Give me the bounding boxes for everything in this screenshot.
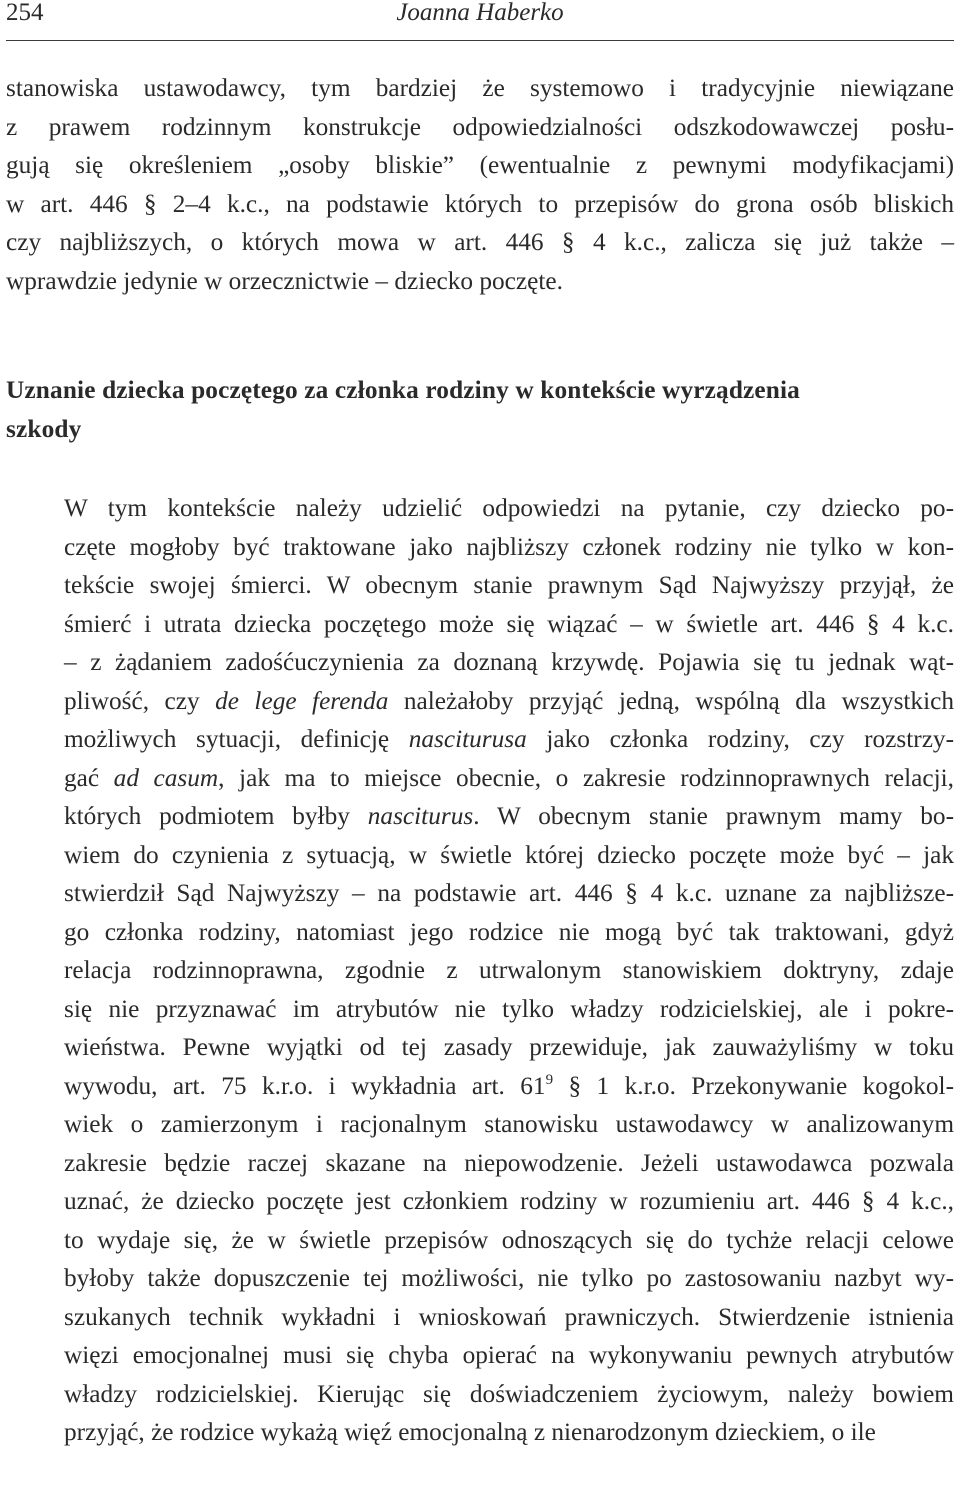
text-line	[6, 836, 954, 875]
section-heading	[6, 371, 954, 449]
text-line	[6, 1375, 954, 1414]
text-segment: jako członka rodziny, czy rozstrzy-	[526, 725, 955, 753]
text-segment: się nie przyznawać im atrybutów nie tylko władzy rodzicielskiej, ale i pokre-	[64, 994, 954, 1023]
superscript: 9	[545, 1071, 554, 1088]
text-line	[6, 1336, 954, 1375]
text-line	[6, 1028, 954, 1067]
text-segment: § 1 k.r.o. Przekonywanie kogokol-	[553, 1071, 954, 1100]
text-line	[6, 643, 954, 682]
text-line: z prawem rodzinnym konstrukcje odpowiedzialności odszkodowawczej posłu-	[6, 112, 954, 141]
text-line	[6, 913, 954, 952]
paragraph-main	[6, 489, 954, 1452]
text-segment: szukanych technik wykładni i wnioskowań prawniczych. Stwierdzenie istnienia	[64, 1302, 954, 1331]
text-line	[6, 797, 954, 836]
text-segment: stwierdził Sąd Najwyższy – na podstawie art. 446 § 4 k.c. uznane za najbliższe-	[64, 879, 954, 907]
text-segment: W tym kontekście należy udzielić odpowiedzi na pytanie, czy dziecko po-	[64, 494, 954, 522]
text-segment: gać	[64, 763, 114, 792]
text-line	[6, 1144, 954, 1183]
text-line: w art. 446 § 2–4 k.c., na podstawie których to przepisów do grona osób bliskich	[6, 189, 954, 218]
text-line	[6, 720, 954, 759]
text-segment: to wydaje się, że w świetle przepisów odnoszących się do tychże relacji celowe	[64, 1225, 954, 1254]
text-segment: tekście swojej śmierci. W obecnym stanie prawnym Sąd Najwyższy przyjął, że	[64, 571, 954, 599]
text-segment: uznać, że dziecko poczęte jest członkiem rodziny w rozumieniu art. 446 § 4 k.c.,	[64, 1187, 954, 1215]
paragraph-continued	[6, 69, 954, 300]
text-segment: wiek o zamierzonym i racjonalnym stanowisku ustawodawcy w analizowanym	[64, 1110, 954, 1138]
text-segment: wywodu, art. 75 k.r.o. i wykładnia art. 61	[64, 1071, 546, 1100]
text-segment: śmierć i utrata dziecka poczętego może się wiązać – w świetle art. 446 § 4 k.c.	[64, 609, 954, 638]
text-segment: których podmiotem byłby	[64, 802, 368, 830]
text-line: wprawdzie jedynie w orzecznictwie – dziecko poczęte.	[6, 266, 563, 295]
text-segment: przyjąć, że rodzice wykażą więź emocjonalną z nienarodzonym dzieckiem, o ile	[64, 1418, 876, 1446]
text-line: stanowiska ustawodawcy, tym bardziej że systemowo i tradycyjnie niewiązane	[6, 74, 954, 102]
text-line	[6, 1413, 954, 1452]
text-line	[6, 528, 954, 567]
text-segment: pliwość, czy	[64, 686, 216, 715]
text-segment: częte mogłoby być traktowane jako najbliższy członek rodziny nie tylko w kon-	[64, 532, 954, 561]
running-head	[6, 0, 954, 41]
text-line: gują się określeniem „osoby bliskie” (ewentualnie z pewnymi modyfikacjami)	[6, 151, 954, 179]
text-line	[6, 682, 954, 721]
text-segment: . W obecnym stanie prawnym mamy bo-	[473, 802, 954, 830]
text-segment: wiem do czynienia z sytuacją, w świetle której dziecko poczęte może być – jak	[64, 840, 954, 869]
text-segment: możliwych sytuacji, definicję	[64, 725, 409, 753]
text-segment: , jak ma to miejsce obecnie, o zakresie rodzinnoprawnych relacji,	[218, 763, 954, 792]
text-line	[6, 1067, 954, 1106]
text-line	[6, 566, 954, 605]
text-line	[6, 605, 954, 644]
text-segment: zakresie będzie raczej skazane na niepowodzenie. Jeżeli ustawodawca pozwala	[64, 1148, 954, 1177]
text-segment: należałoby przyjąć jedną, wspólną dla wszystkich	[388, 686, 954, 715]
text-segment: wieństwa. Pewne wyjątki od tej zasady przewiduje, jak zauważyliśmy w toku	[64, 1033, 954, 1061]
italic-term: nasciturusa	[408, 725, 527, 753]
italic-term: ad casum	[113, 763, 219, 792]
text-line	[6, 1259, 954, 1298]
italic-term: nasciturus	[367, 802, 474, 830]
text-line	[6, 951, 954, 990]
heading-line: Uznanie dziecka poczętego za członka rodziny w kontekście wyrządzenia	[6, 376, 800, 404]
text-segment: go członka rodziny, natomiast jego rodzice nie mogą być tak traktowani, gdyż	[64, 917, 954, 946]
text-segment: więzi emocjonalnej musi się chyba opierać na wykonywaniu pewnych atrybutów	[64, 1341, 954, 1369]
text-line	[6, 990, 954, 1029]
text-line: czy najbliższych, o których mowa w art. 446 § 4 k.c., zalicza się już także –	[6, 228, 954, 256]
text-line	[6, 489, 954, 528]
text-segment: – z żądaniem zadośćuczynienia za doznaną krzywdę. Pojawia się tu jednak wąt-	[64, 648, 954, 676]
text-line	[6, 1221, 954, 1260]
page-number: 254	[6, 0, 44, 26]
text-line	[6, 759, 954, 798]
text-line	[6, 874, 954, 913]
running-head-author: Joanna Haberko	[396, 0, 564, 26]
text-line	[6, 1298, 954, 1337]
text-segment: relacja rodzinnoprawna, zgodnie z utrwalonym stanowiskiem doktryny, zdaje	[64, 956, 954, 984]
text-segment: byłoby także dopuszczenie tej możliwości, nie tylko po zastosowaniu nazbyt wy-	[64, 1264, 954, 1292]
heading-line: szkody	[6, 415, 82, 443]
text-line	[6, 1105, 954, 1144]
text-segment: władzy rodzicielskiej. Kierując się doświadczeniem życiowym, należy bowiem	[64, 1379, 954, 1408]
italic-term: de lege ferenda	[215, 686, 389, 715]
text-line	[6, 1182, 954, 1221]
